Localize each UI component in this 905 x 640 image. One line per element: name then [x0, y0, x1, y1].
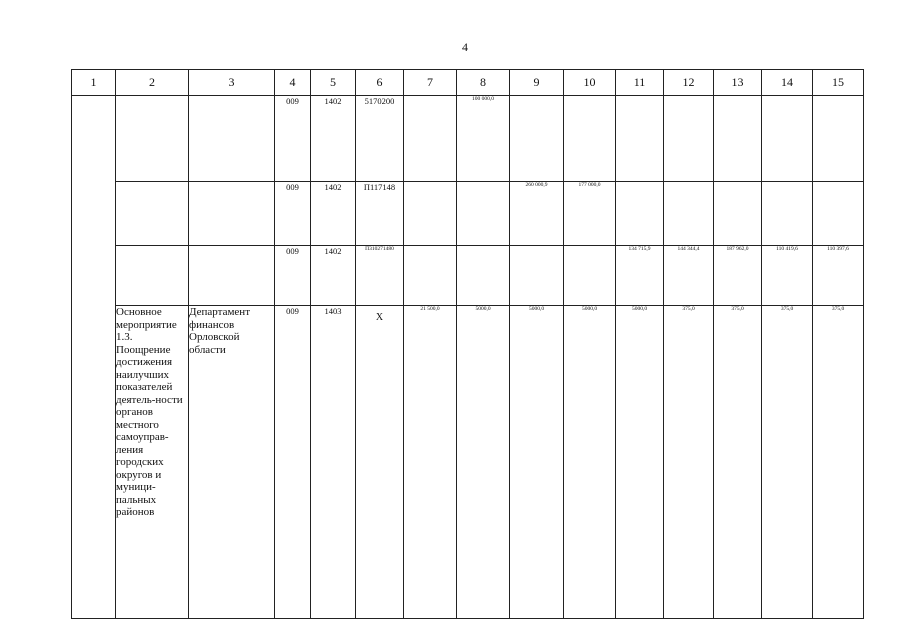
table-row — [72, 306, 864, 619]
table-cell: 1402 — [311, 182, 356, 246]
table-row — [72, 182, 864, 246]
table-cell: 110 419,6 — [762, 246, 813, 306]
table-cell: 187 962,0 — [714, 246, 762, 306]
row-number-cell — [72, 96, 116, 619]
column-number: 11 — [616, 70, 664, 96]
table-cell — [714, 96, 762, 182]
table-cell — [616, 182, 664, 246]
department-cell: Департамент финансов Орловской области — [189, 306, 275, 619]
table-cell: 110 397,6 — [813, 246, 864, 306]
table-cell: 009 — [275, 182, 311, 246]
column-number: 5 — [311, 70, 356, 96]
table-row — [72, 96, 864, 182]
column-number: 10 — [564, 70, 616, 96]
table-cell: 134 715,9 — [616, 246, 664, 306]
table-cell: 375,0 — [813, 306, 864, 619]
table-cell — [762, 96, 813, 182]
column-number: 2 — [116, 70, 189, 96]
column-number: 1 — [72, 70, 116, 96]
table-cell — [116, 96, 189, 182]
table-cell: 375,0 — [714, 306, 762, 619]
table-cell — [813, 96, 864, 182]
table-cell — [457, 182, 510, 246]
column-number: 4 — [275, 70, 311, 96]
table-cell — [616, 96, 664, 182]
table-cell — [564, 246, 616, 306]
table-cell: 009 — [275, 246, 311, 306]
table-cell: 009 — [275, 96, 311, 182]
column-number: 3 — [189, 70, 275, 96]
table-cell: 375,0 — [664, 306, 714, 619]
column-number: 9 — [510, 70, 564, 96]
column-number: 12 — [664, 70, 714, 96]
table-cell: 009 — [275, 306, 311, 619]
table-cell — [404, 182, 457, 246]
table-cell — [564, 96, 616, 182]
table-cell: П310271480 — [356, 246, 404, 306]
column-number: 8 — [457, 70, 510, 96]
table-cell: 5000,0 — [564, 306, 616, 619]
table-cell: 5000,0 — [457, 306, 510, 619]
column-number: 15 — [813, 70, 864, 96]
table-cell — [116, 182, 189, 246]
table-cell — [189, 182, 275, 246]
activity-name-cell: Основное мероприятие 1.3. Поощрение достижения наилучших показателей деятель-ности органов местного самоуправ-ления городских округов и муници-пальных районов — [116, 306, 189, 619]
table-cell — [116, 246, 189, 306]
table-cell — [457, 246, 510, 306]
table-cell: 260 000,9 — [510, 182, 564, 246]
table-cell: 1403 — [311, 306, 356, 619]
table-cell: 375,0 — [762, 306, 813, 619]
table-cell: 21 500,0 — [404, 306, 457, 619]
table-row — [72, 246, 864, 306]
table-cell — [813, 182, 864, 246]
table-cell: 5170200 — [356, 96, 404, 182]
table-cell: 1402 — [311, 96, 356, 182]
table-cell — [404, 246, 457, 306]
table-cell: 144 344,4 — [664, 246, 714, 306]
column-number: 13 — [714, 70, 762, 96]
table-cell — [189, 246, 275, 306]
table-cell — [510, 246, 564, 306]
table-cell — [189, 96, 275, 182]
table-cell — [664, 96, 714, 182]
table-cell — [762, 182, 813, 246]
table-cell — [664, 182, 714, 246]
column-number: 14 — [762, 70, 813, 96]
column-number: 6 — [356, 70, 404, 96]
budget-table — [71, 69, 864, 619]
column-number: 7 — [404, 70, 457, 96]
table-cell: 1402 — [311, 246, 356, 306]
table-cell — [404, 96, 457, 182]
column-number-row — [72, 70, 864, 96]
table-cell: Х — [356, 306, 404, 619]
table-cell: 5000,0 — [616, 306, 664, 619]
table-cell: 5000,0 — [510, 306, 564, 619]
page-number: 4 — [462, 40, 468, 54]
table-cell — [510, 96, 564, 182]
table-cell: 100 000,0 — [457, 96, 510, 182]
table-cell — [714, 182, 762, 246]
table-cell: 177 000,0 — [564, 182, 616, 246]
table-cell: П117148 — [356, 182, 404, 246]
